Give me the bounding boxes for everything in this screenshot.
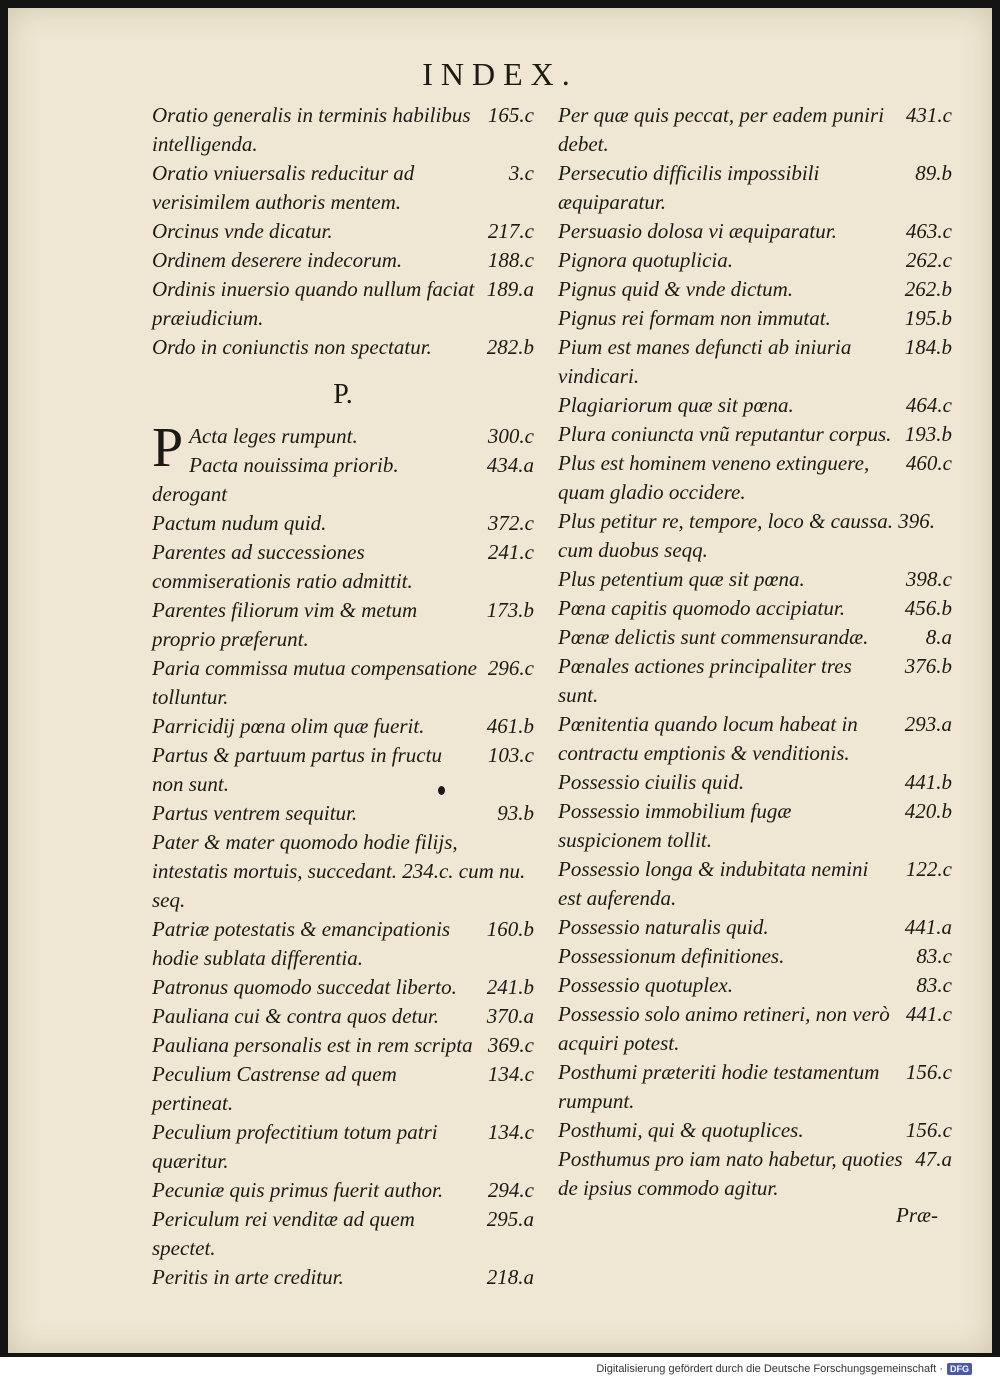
index-entry	[558, 1058, 952, 1116]
index-entry	[558, 768, 952, 797]
index-entry	[558, 217, 952, 246]
entry-text: Partus ventrem sequitur.	[152, 801, 358, 825]
entry-text: Possessio immobilium fugæ suspicionem tollit.	[558, 799, 792, 852]
entry-text: Plus petentium quæ sit pœna.	[558, 567, 805, 591]
entry-page-ref: 188.c	[487, 248, 534, 272]
entry-text: Pium est manes defuncti ab iniuria vindicari.	[558, 335, 852, 388]
entry-page-ref: 173.b	[486, 598, 534, 622]
index-entry	[152, 1118, 534, 1176]
entry-text: Posthumi præteriti hodie testamentum rumpunt.	[558, 1060, 880, 1113]
index-entry	[152, 828, 534, 915]
index-entry	[152, 915, 534, 973]
index-entry	[558, 971, 952, 1000]
footer-text: Digitalisierung gefördert durch die Deutsche Forschungsgemeinschaft ·	[596, 1363, 943, 1375]
entry-text: Plagiariorum quæ sit pœna.	[558, 393, 794, 417]
entry-page-ref: 241.c	[487, 540, 534, 564]
index-entry	[558, 797, 952, 855]
entry-text: Possessio quotuplex.	[558, 973, 733, 997]
entry-text: Possessio ciuilis quid.	[558, 770, 745, 794]
entry-page-ref: 193.b	[904, 422, 952, 446]
index-entry	[558, 1145, 952, 1203]
entry-page-ref: 441.b	[904, 770, 952, 794]
entry-page-ref: 8.a	[925, 625, 952, 649]
entry-text: Possessionum definitiones.	[558, 944, 785, 968]
entry-page-ref: 262.c	[905, 248, 952, 272]
entry-page-ref: 218.a	[486, 1265, 534, 1289]
entry-text: Plus est hominem veneno extinguere, quam gladio occidere.	[558, 451, 870, 504]
catchword: Præ-	[896, 1203, 938, 1227]
entry-text: Persecutio difficilis impossibili æquiparatur.	[558, 161, 820, 214]
index-entry	[558, 507, 952, 565]
entry-text: Pater & mater quomodo hodie filijs, intestatis mortuis, succedant. 234.c. cum nu. seq.	[152, 830, 526, 912]
entry-text: Ordinis inuersio quando nullum faciat præiudicium.	[152, 277, 475, 330]
entry-page-ref: 195.b	[904, 306, 952, 330]
index-entry	[152, 451, 534, 509]
index-entry	[152, 712, 534, 741]
index-entry	[558, 855, 952, 913]
index-entry	[152, 1263, 534, 1292]
entry-page-ref: 441.c	[905, 1002, 952, 1026]
drop-cap: P	[152, 417, 184, 479]
index-entry	[558, 1116, 952, 1145]
entry-page-ref: 184.b	[904, 335, 952, 359]
entry-page-ref: 47.a	[915, 1147, 952, 1171]
index-entry	[152, 1031, 534, 1060]
index-entry	[558, 304, 952, 333]
entry-text: Possessio longa & indubitata nemini est auferenda.	[558, 857, 869, 910]
index-entry	[152, 217, 534, 246]
entry-page-ref: 376.b	[904, 654, 952, 678]
index-entry	[152, 246, 534, 275]
entry-page-ref: 464.c	[905, 393, 952, 417]
entry-text: Oratio generalis in terminis habilibus intelligenda.	[152, 103, 471, 156]
entry-text: Possessio naturalis quid.	[558, 915, 769, 939]
entry-page-ref: 103.c	[487, 743, 534, 767]
entry-page-ref: 461.b	[486, 714, 534, 738]
entry-page-ref: 293.a	[904, 712, 952, 736]
entry-page-ref: 369.c	[487, 1033, 534, 1057]
entry-text: Patronus quomodo succedat liberto.	[152, 975, 457, 999]
index-entry	[558, 159, 952, 217]
index-entry	[152, 159, 534, 217]
ink-blot	[438, 786, 445, 795]
entry-text: Plus petitur re, tempore, loco & caussa. 396. cum duobus seqq.	[558, 509, 935, 562]
entry-page-ref: 441.a	[904, 915, 952, 939]
index-entry	[152, 509, 534, 538]
entry-page-ref: 160.b	[486, 917, 534, 941]
index-entry	[152, 1205, 534, 1263]
entry-page-ref: 156.c	[905, 1118, 952, 1142]
index-entry	[152, 654, 534, 712]
entry-text: Ordinem deserere indecorum.	[152, 248, 403, 272]
entry-text: Peritis in arte creditur.	[152, 1265, 344, 1289]
entry-text: Pacta nouissima priorib. derogant	[152, 453, 399, 506]
entry-text: Plura coniuncta vnũ reputantur corpus.	[558, 422, 892, 446]
entry-page-ref: 189.a	[486, 277, 534, 301]
index-entry	[152, 741, 534, 799]
entry-text: Pignus quid & vnde dictum.	[558, 277, 794, 301]
entry-page-ref: 217.c	[487, 219, 534, 243]
index-entry	[558, 275, 952, 304]
entry-page-ref: 296.c	[487, 656, 534, 680]
entry-text: Peculium Castrense ad quem pertineat.	[152, 1062, 397, 1115]
entry-page-ref: 165.c	[487, 103, 534, 127]
entry-page-ref: 134.c	[487, 1062, 534, 1086]
entry-text: Parricidij pœna olim quæ fuerit.	[152, 714, 425, 738]
index-entry	[558, 623, 952, 652]
entry-page-ref: 431.c	[905, 103, 952, 127]
left-entries-top	[152, 101, 534, 362]
entry-page-ref: 456.b	[904, 596, 952, 620]
entry-text: Parentes ad successiones commiserationis ratio admittit.	[152, 540, 413, 593]
right-column	[558, 101, 952, 1203]
entry-text: Partus & partuum partus in fructu non sunt.	[152, 743, 442, 796]
index-entry	[558, 449, 952, 507]
index-entry	[152, 1060, 534, 1118]
entry-text: Pauliana personalis est in rem scripta	[152, 1033, 473, 1057]
entry-page-ref: 370.a	[486, 1004, 534, 1028]
index-entry	[558, 391, 952, 420]
entry-page-ref: 463.c	[905, 219, 952, 243]
entry-text: Pecuniæ quis primus fuerit author.	[152, 1178, 444, 1202]
index-entry	[152, 101, 534, 159]
index-entry	[558, 1000, 952, 1058]
index-entry	[558, 420, 952, 449]
index-entry	[558, 565, 952, 594]
entry-text: Acta leges rumpunt.	[189, 424, 358, 448]
entry-page-ref: 372.c	[487, 511, 534, 535]
entry-page-ref: 398.c	[905, 567, 952, 591]
index-entry	[558, 652, 952, 710]
entry-page-ref: 300.c	[487, 424, 534, 448]
index-entry	[558, 594, 952, 623]
entry-text: Periculum rei venditæ ad quem spectet.	[152, 1207, 415, 1260]
entry-text: Posthumus pro iam nato habetur, quoties de ipsius commodo agitur.	[558, 1147, 903, 1200]
entry-text: Pignus rei formam non immutat.	[558, 306, 831, 330]
entry-text: Pœnæ delictis sunt commensurandæ.	[558, 625, 869, 649]
entry-page-ref: 434.a	[486, 453, 534, 477]
entry-page-ref: 295.a	[486, 1207, 534, 1231]
entry-text: Orcinus vnde dicatur.	[152, 219, 333, 243]
index-entry	[152, 799, 534, 828]
entry-page-ref: 241.b	[486, 975, 534, 999]
entry-text: Patriæ potestatis & emancipationis hodie sublata differentia.	[152, 917, 451, 970]
entry-page-ref: 460.c	[905, 451, 952, 475]
entry-page-ref: 83.c	[916, 944, 952, 968]
entry-text: Oratio vniuersalis reducitur ad verisimilem authoris mentem.	[152, 161, 415, 214]
entry-page-ref: 156.c	[905, 1060, 952, 1084]
index-entry	[558, 246, 952, 275]
entry-text: Pœnales actiones principaliter tres sunt.	[558, 654, 852, 707]
entry-page-ref: 262.b	[904, 277, 952, 301]
entry-text: Peculium profectitium totum patri quæritur.	[152, 1120, 438, 1173]
entry-text: Posthumi, qui & quotuplices.	[558, 1118, 804, 1142]
index-entry	[152, 538, 534, 596]
index-entry	[152, 596, 534, 654]
digitization-footer	[596, 1361, 972, 1377]
entry-text: Ordo in coniunctis non spectatur.	[152, 335, 432, 359]
entry-page-ref: 294.c	[487, 1178, 534, 1202]
entry-page-ref: 83.c	[916, 973, 952, 997]
right-entries	[558, 101, 952, 1203]
index-entry	[558, 710, 952, 768]
left-entries-p	[152, 417, 534, 1292]
index-entry	[152, 973, 534, 1002]
index-entry	[558, 101, 952, 159]
index-entry	[152, 1176, 534, 1205]
entry-text: Per quæ quis peccat, per eadem puniri debet.	[558, 103, 885, 156]
section-letter: P.	[333, 379, 353, 410]
entry-text: Possessio solo animo retineri, non verò acquiri potest.	[558, 1002, 890, 1055]
entry-page-ref: 282.b	[486, 335, 534, 359]
left-column	[152, 101, 534, 1292]
index-entry	[152, 275, 534, 333]
entry-text: Pactum nudum quid.	[152, 511, 327, 535]
index-entry	[152, 333, 534, 362]
entry-text: Paria commissa mutua compensatione tolluntur.	[152, 656, 477, 709]
entry-page-ref: 3.c	[508, 161, 534, 185]
index-entry	[558, 333, 952, 391]
entry-text: Persuasio dolosa vi æquiparatur.	[558, 219, 837, 243]
index-entry	[558, 913, 952, 942]
entry-text: Pignora quotuplicia.	[558, 248, 733, 272]
entry-text: Pœna capitis quomodo accipiatur.	[558, 596, 845, 620]
entry-page-ref: 122.c	[905, 857, 952, 881]
running-head: INDEX.	[422, 56, 578, 92]
book-page	[8, 8, 992, 1353]
entry-text: Pœnitentia quando locum habeat in contractu emptionis & venditionis.	[558, 712, 858, 765]
entry-page-ref: 420.b	[904, 799, 952, 823]
entry-text: Pauliana cui & contra quos detur.	[152, 1004, 439, 1028]
index-entry	[558, 942, 952, 971]
entry-page-ref: 89.b	[915, 161, 952, 185]
entry-text: Parentes filiorum vim & metum proprio præferunt.	[152, 598, 418, 651]
entry-page-ref: 93.b	[497, 801, 534, 825]
entry-page-ref: 134.c	[487, 1120, 534, 1144]
index-entry	[152, 1002, 534, 1031]
dfg-logo: DFG	[947, 1363, 972, 1375]
